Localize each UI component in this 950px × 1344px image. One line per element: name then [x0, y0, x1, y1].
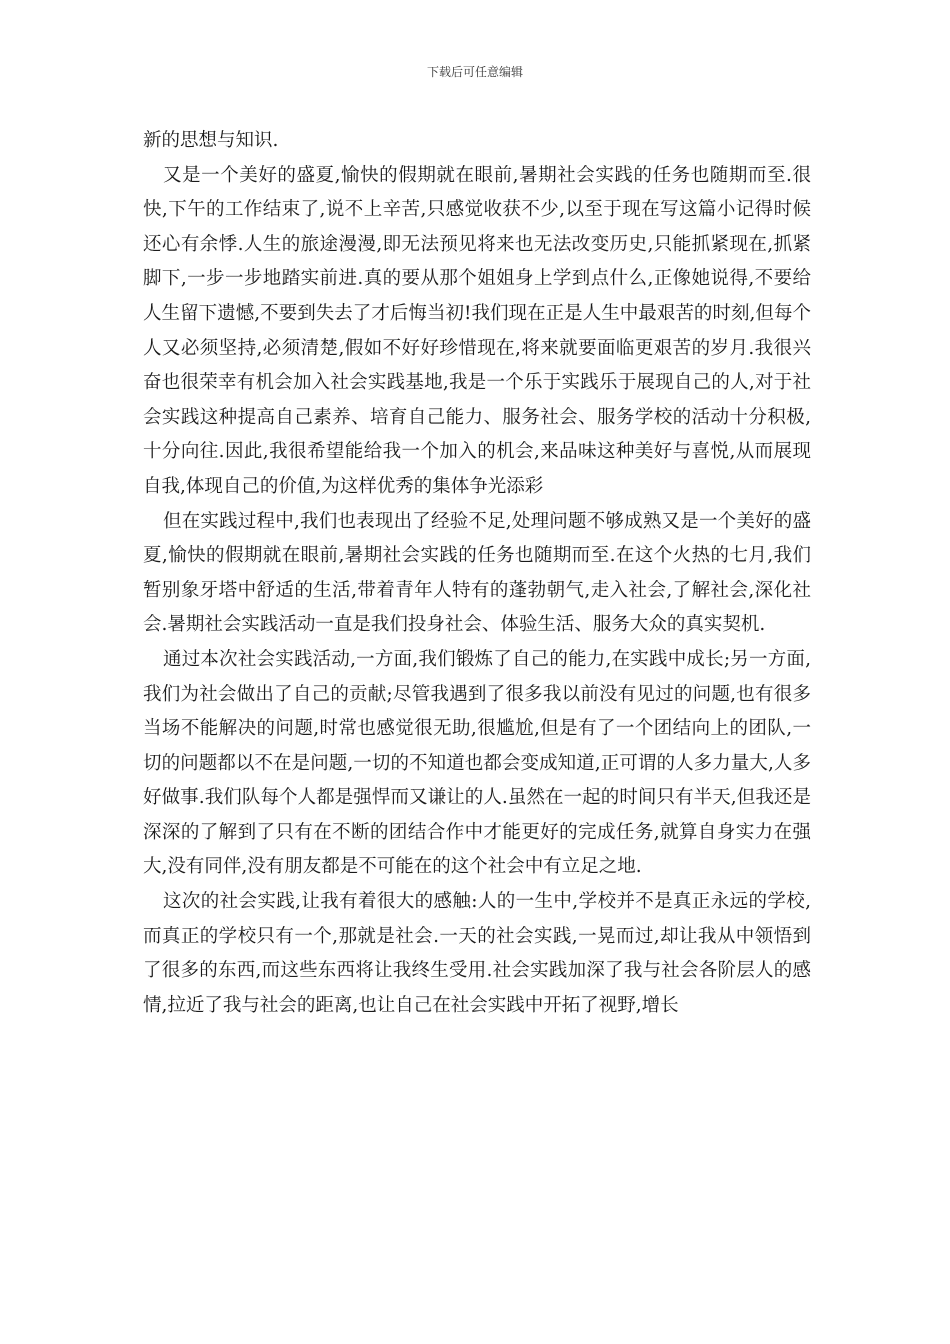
- paragraph-5: 这次的社会实践,让我有着很大的感触:人的一生中,学校并不是真正永远的学校,而真正的学校只有一个,那就是社会.一天的社会实践,一晃而过,却让我从中领悟到了很多的东西,而这些东西将让我终生受用.社会实践加深了我与社会各阶层人的感情,拉近了我与社会的距离,也让自己在社会实践中开拓了视野,增长: [143, 891, 811, 1016]
- document-body: [143, 124, 811, 1023]
- paragraph-4: 通过本次社会实践活动,一方面,我们锻炼了自己的能力,在实践中成长;另一方面,我们为社会做出了自己的贡献;尽管我遇到了很多我以前没有见过的问题,也有很多当场不能解决的问题,时常也感觉很无助,很尴尬,但是有了一个团结向上的团队,一切的问题都以不在是问题,一切的不知道也都会变成知道,正可谓的人多力量大,人多好做事.我们队每个人都是强悍而又谦让的人.虽然在一起的时间只有半天,但我还是深深的了解到了只有在不断的团结合作中才能更好的完成任务,就算自身实力在强大,没有同伴,没有朋友都是不可能在的这个社会中有立足之地.: [143, 648, 811, 878]
- paragraph-1: 新的思想与知识.: [143, 130, 279, 151]
- page-header: 下载后可任意编辑: [426, 65, 523, 79]
- paragraph-3: 但在实践过程中,我们也表现出了经验不足,处理问题不够成熟又是一个美好的盛夏,愉快的假期就在眼前,暑期社会实践的任务也随期而至.在这个火热的七月,我们暂别象牙塔中舒适的生活,带着青年人特有的蓬勃朝气,走入社会,了解社会,深化社会.暑期社会实践活动一直是我们投身社会、体验生活、服务大众的真实契机.: [143, 510, 811, 636]
- paragraph-2: 又是一个美好的盛夏,愉快的假期就在眼前,暑期社会实践的任务也随期而至.很快,下午的工作结束了,说不上辛苦,只感觉收获不少,以至于现在写这篇小记得时候还心有余悸.人生的旅途漫漫,即无法预见将来也无法改变历史,只能抓紧现在,抓紧脚下,一步一步地踏实前进.真的要从那个姐姐身上学到点什么,正像她说得,不要给人生留下遗憾,不要到失去了才后悔当初!我们现在正是人生中最艰苦的时刻,但每个人又必须坚持,必须清楚,假如不好好珍惜现在,将来就要面临更艰苦的岁月.我很兴奋也很荣幸有机会加入社会实践基地,我是一个乐于实践乐于展现自己的人,对于社会实践这种提高自己素养、培育自己能力、服务社会、服务学校的活动十分积极,十分向往.因此,我很希望能给我一个加入的机会,来品味这种美好与喜悦,从而展现自我,体现自己的价值,为这样优秀的集体争光添彩: [143, 164, 811, 497]
